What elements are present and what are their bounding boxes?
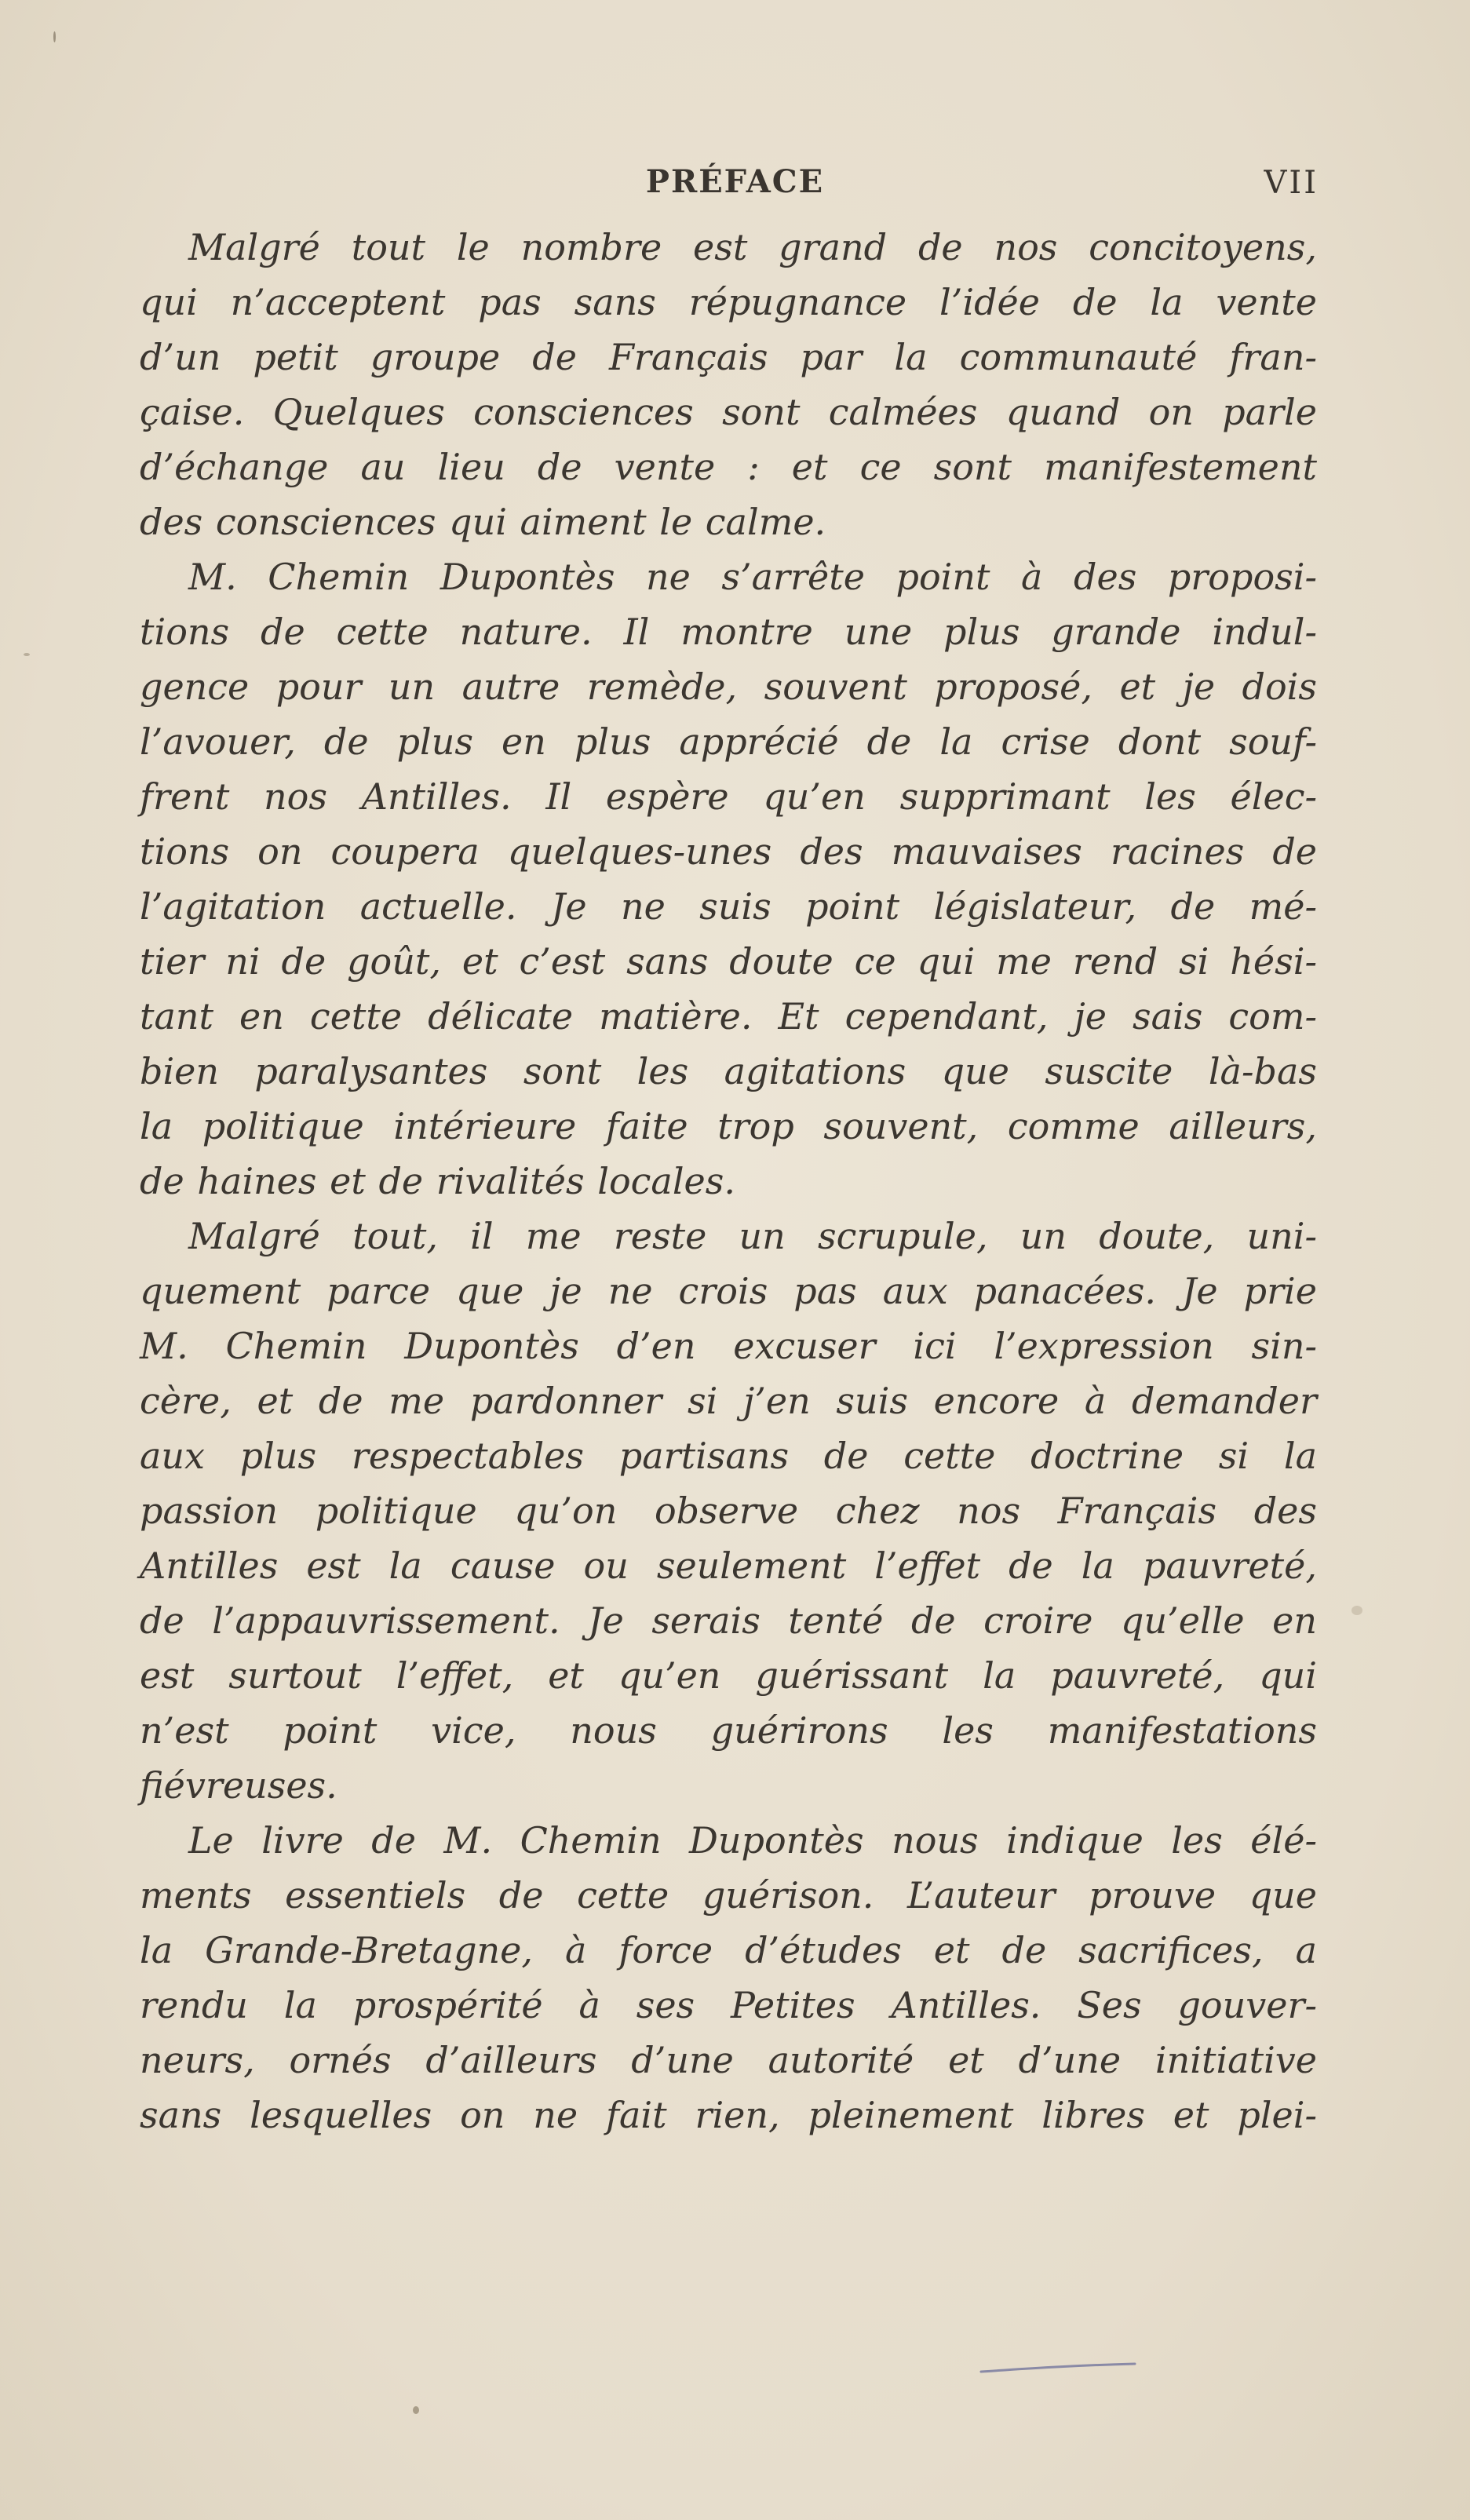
text-line: M. Chemin Dupontès d’en excuser ici l’expression sin- [140, 1325, 1317, 1367]
page-number: VII [1264, 165, 1319, 201]
text-line: Malgré tout le nombre est grand de nos concitoyens, [188, 226, 1317, 268]
text-line: la Grande-Bretagne, à force d’études et de sacrifices, a [140, 1929, 1317, 1971]
text-line: d’un petit groupe de Français par la communauté fran- [140, 336, 1317, 378]
text-line: M. Chemin Dupontès ne s’arrête point à des proposi- [188, 556, 1317, 598]
text-line: l’agitation actuelle. Je ne suis point législateur, de mé- [140, 885, 1317, 928]
text-line: Antilles est la cause ou seulement l’effet de la pauvreté, [140, 1544, 1317, 1587]
text-line: fiévreuses. [140, 1764, 337, 1807]
text-line: ments essentiels de cette guérison. L’auteur prouve que [140, 1874, 1317, 1916]
paper-speck [53, 31, 56, 42]
text-line: Malgré tout, il me reste un scrupule, un doute, uni- [188, 1215, 1317, 1257]
text-line: tant en cette délicate matière. Et cependant, je sais com- [140, 995, 1317, 1038]
paper-speck [24, 653, 30, 656]
text-line: gence pour un autre remède, souvent proposé, et je dois [140, 666, 1317, 708]
text-line: est surtout l’effet, et qu’en guérissant la pauvreté, qui [140, 1654, 1317, 1697]
text-line: qui n’acceptent pas sans répugnance l’idée de la vente [140, 281, 1317, 323]
text-line: aux plus respectables partisans de cette doctrine si la [140, 1435, 1317, 1477]
text-line: tions on coupera quelques-unes des mauvaises racines de [140, 830, 1317, 873]
paper-speck [413, 2406, 419, 2414]
text-line: çaise. Quelques consciences sont calmées quand on parle [140, 391, 1317, 433]
text-line: frent nos Antilles. Il espère qu’en supprimant les élec- [140, 775, 1317, 818]
text-line: neurs, ornés d’ailleurs d’une autorité et d’une initiative [140, 2039, 1317, 2081]
text-line: tions de cette nature. Il montre une plus grande indul- [140, 611, 1317, 653]
text-line: des consciences qui aiment le calme. [140, 501, 826, 543]
text-line: bien paralysantes sont les agitations que suscite là-bas [140, 1050, 1317, 1092]
paper-speck [1351, 1606, 1362, 1615]
text-line: rendu la prospérité à ses Petites Antilles. Ses gouver- [140, 1984, 1317, 2026]
text-line: tier ni de goût, et c’est sans doute ce qui me rend si hési- [140, 940, 1317, 983]
text-line: de haines et de rivalités locales. [140, 1160, 735, 1202]
text-line: sans lesquelles on ne fait rien, pleinement libres et plei- [140, 2094, 1317, 2136]
body-text [140, 220, 1317, 2143]
text-line: l’avouer, de plus en plus apprécié de la crise dont souf- [140, 720, 1317, 763]
text-line: passion politique qu’on observe chez nos Français des [140, 1490, 1317, 1532]
text-line: n’est point vice, nous guérirons les manifestations [140, 1709, 1317, 1752]
text-line: la politique intérieure faite trop souvent, comme ailleurs, [140, 1105, 1317, 1147]
text-line: cère, et de me pardonner si j’en suis encore à demander [140, 1380, 1317, 1422]
ink-smudge [979, 2362, 1136, 2373]
text-line: quement parce que je ne crois pas aux panacées. Je prie [140, 1270, 1317, 1312]
text-line: d’échange au lieu de vente : et ce sont manifestement [140, 446, 1317, 488]
text-line: de l’appauvrissement. Je serais tenté de croire qu’elle en [140, 1599, 1317, 1642]
running-title: PRÉFACE [645, 163, 825, 200]
text-line: Le livre de M. Chemin Dupontès nous indique les élé- [188, 1819, 1317, 1862]
